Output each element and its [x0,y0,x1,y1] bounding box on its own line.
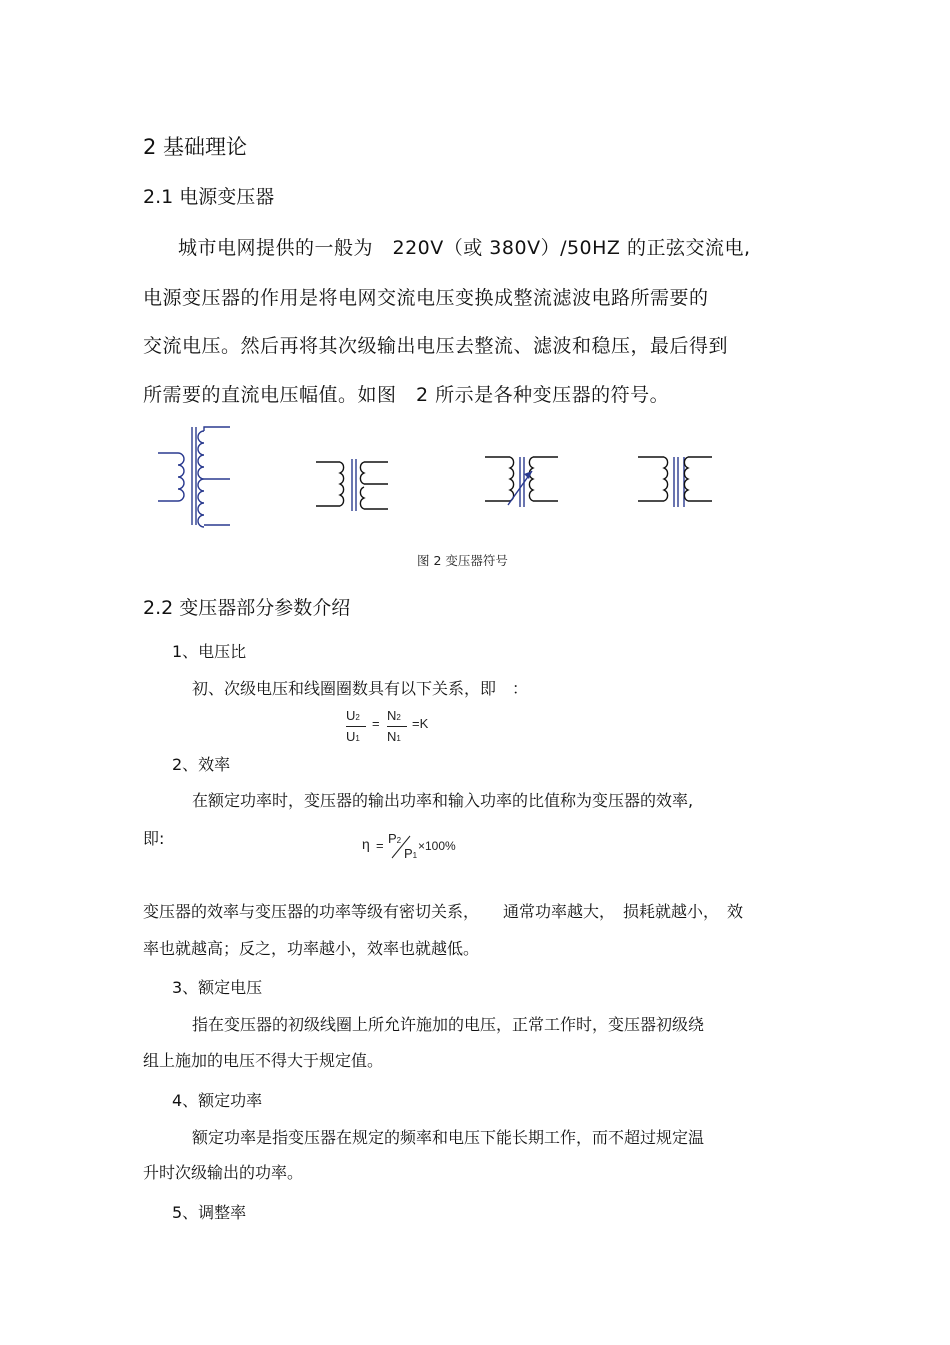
transformer-symbol-center-tap [158,427,230,527]
subsection-title-2-1: 2.1 电源变压器 [143,186,275,208]
formula-n1: N [387,729,397,744]
param-text-rated-power-2: 升时次级输出的功率。 [143,1163,304,1182]
formula-eta: η [362,836,370,852]
subsection-title-2-2: 2.2 变压器部分参数介绍 [143,597,351,619]
formula-p1-sub: 1 [412,851,418,860]
paragraph-line-4: 所需要的直流电压幅值。如图 2 所示是各种变压器的符号。 [143,384,670,406]
param-text-rated-voltage-2: 组上施加的电压不得大于规定值。 [143,1051,384,1070]
formula-u1-sub: 1 [355,734,360,743]
formula-eq: = [372,716,380,731]
param-heading-efficiency: 2、效率 [172,755,231,774]
transformer-symbol-dual-secondary [316,459,388,511]
formula-n1-sub: 1 [396,734,401,743]
param-text-rated-voltage-1: 指在变压器的初级线圈上所允许施加的电压，正常工作时，变压器初级绕 [192,1015,705,1034]
param-heading-regulation: 5、调整率 [172,1203,247,1222]
paragraph-line-2: 电源变压器的作用是将电网交流电压变换成整流滤波电路所需要的 [143,287,709,309]
transformer-symbol-variable [485,457,558,507]
formula-n2-sub: 2 [396,713,401,722]
formula-u2-sub: 2 [355,713,360,722]
param-text-voltage-ratio: 初、次级电压和线圈圈数具有以下关系，即 ： [192,679,529,698]
formula-u1: U [346,729,356,744]
param-heading-rated-voltage: 3、额定电压 [172,978,263,997]
paragraph-line-1: 城市电网提供的一般为 220V（或 380V）/50HZ 的正弦交流电, [178,237,751,259]
formula-eq-2: = [376,838,384,853]
formula-u2: U [346,708,356,723]
param-text-efficiency: 在额定功率时，变压器的输出功率和输入功率的比值称为变压器的效率, [192,791,694,810]
efficiency-follow-line-1: 变压器的效率与变压器的功率等级有密切关系， 通常功率越大， 损耗就越小， 效 [143,902,744,921]
formula-p1: P [404,846,413,861]
formula-percent: ×100% [418,839,456,853]
formula-k: =K [412,716,429,731]
efficiency-formula [362,830,482,866]
param-text-efficiency-ji: 即: [143,829,165,848]
efficiency-follow-line-2: 率也就越高；反之，功率越小，效率也就越低。 [143,939,480,958]
formula-n2: N [387,708,397,723]
transformer-symbols-figure [140,415,760,545]
param-heading-voltage-ratio: 1、电压比 [172,642,247,661]
voltage-ratio-formula [346,704,456,750]
paragraph-line-3: 交流电压。然后再将其次级输出电压去整流、滤波和稳压，最后得到 [143,335,729,357]
param-heading-rated-power: 4、额定功率 [172,1091,263,1110]
formula-p2: P [388,831,397,846]
formula-p2-sub: 2 [396,836,402,845]
section-title: 2 基础理论 [143,135,248,159]
figure-caption: 图 2 变压器符号 [417,553,508,568]
transformer-symbol-simple [638,457,712,507]
param-text-rated-power-1: 额定功率是指变压器在规定的频率和电压下能长期工作，而不超过规定温 [192,1128,705,1147]
